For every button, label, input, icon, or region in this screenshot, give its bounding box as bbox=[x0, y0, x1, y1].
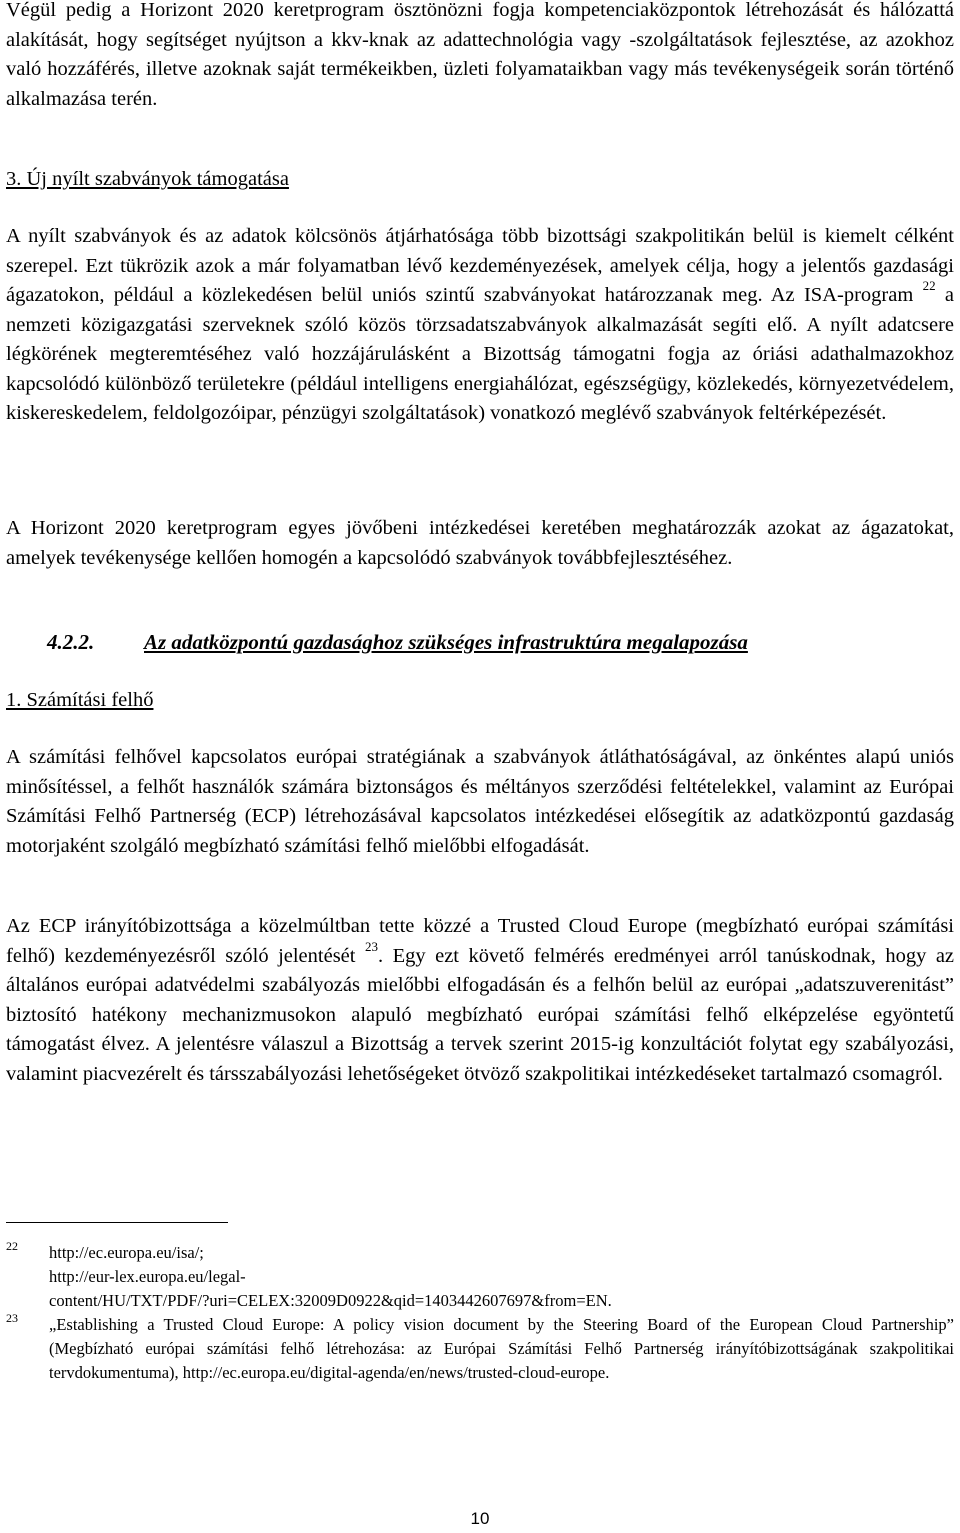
subsection-1-paragraph-2 bbox=[6, 912, 954, 1089]
section-3-paragraph-1-block bbox=[6, 222, 954, 429]
subsection-1-paragraph-2-text-a: Az ECP irányítóbizottsága a közelmúltban tette közzé a Trusted Cloud Europe (megbízható európai számítási felhő) kezdeményezésről szóló jelentését bbox=[6, 915, 954, 967]
subsection-1-paragraph-2-block bbox=[6, 912, 954, 1089]
footnote-23 bbox=[6, 1313, 954, 1385]
subsection-1-heading: 1. Számítási felhő bbox=[6, 689, 154, 711]
section-3-paragraph-1 bbox=[6, 222, 954, 429]
subsection-1-heading-block bbox=[6, 686, 954, 716]
footnote-23-text: „Establishing a Trusted Cloud Europe: A policy vision document by the Steering Board of the European Cloud Partnership” (Megbízható európai számítási felhő létrehozása: az Európai Számítási Felhő Partnerség irányítóbizottságának szakpolitikai tervdokumentuma), http://ec.europa.eu/digital-agenda/en/news/trusted-cloud-europe. bbox=[49, 1315, 954, 1382]
section-3-paragraph-1-text-a: A nyílt szabványok és az adatok kölcsönös átjárhatósága több bizottsági szakpolitikán belül is kiemelt célként szerepel. Ezt tükrözik azok a már folyamatban lévő kezdeményezések, amelyek célja, hogy a jelentős gazdasági ágazatokon, például a közlekedésen belül uniós szintű szabványokat határozzanak meg. Az ISA-program bbox=[6, 225, 954, 306]
page-number: 10 bbox=[470, 1509, 490, 1528]
footnote-22-line-1[interactable]: http://ec.europa.eu/isa/; bbox=[49, 1243, 204, 1262]
intro-paragraph-block bbox=[6, 0, 954, 114]
section-4-2-2-heading bbox=[6, 627, 954, 657]
subsection-1-paragraph-1: A számítási felhővel kapcsolatos európai stratégiának a szabványok átláthatóságával, az önkéntes alapú uniós minősítéssel, a felhőt használók számára biztonságos és méltányos szerződési feltételekkel, valamint az Európai Számítási Felhő Partnerség (ECP) létrehozásával kapcsolatos intézkedései elősegítik az adatközpontú gazdaság motorjaként szolgáló megbízható számítási felhő mielőbbi elfogadását. bbox=[6, 746, 954, 857]
footnote-23-mark: 23 bbox=[6, 1311, 18, 1325]
footnote-22 bbox=[6, 1241, 954, 1313]
section-3-paragraph-1-text-b: a nemzeti közigazgatási szerveknek szóló közös törzsadatszabványok alkalmazását segíti elő. A nyílt adatcsere légkörének megteremtéséhez való hozzájárulásként a Bizottság támogatni fogja az óriási adathalmazokhoz kapcsolódó különböző területekre (például intelligens energiahálózat, egészségügy, közlekedés, környezetvédelem, kiskereskedelem, feldolgozóipar, pénzügyi szolgáltatások) vonatkozó meglévő szabványok feltérképezését. bbox=[6, 284, 955, 424]
footnote-separator bbox=[6, 1222, 228, 1223]
section-3-paragraph-2-block bbox=[6, 514, 954, 573]
section-3-heading: 3. Új nyílt szabványok támogatása bbox=[6, 168, 289, 190]
footnote-22-mark: 22 bbox=[6, 1239, 18, 1253]
subsection-1-paragraph-2-text-b: . Egy ezt követő felmérés eredményei arról tanúskodnak, hogy az általános európai adatvédelmi szabályozás mielőbbi elfogadásán és a felhőn belül az európai „adatszuverenitást” biztosító hatékony mechanizmusokon alapuló megbízható európai számítási felhő elképzelése egyöntetű támogatást élvez. A jelentésre válaszul a Bizottság a tervek szerint 2015-ig konzultációt folytat egy szabályozási, valamint piacvezérelt és társszabályozási lehetőségeket ötvöző szakpolitikai intézkedéseket tartalmazó csomagról. bbox=[6, 944, 955, 1085]
subsection-1-paragraph-1-block bbox=[6, 743, 954, 861]
footnote-ref-22: 22 bbox=[922, 278, 936, 294]
footnote-22-line-2[interactable]: http://eur-lex.europa.eu/legal- bbox=[49, 1267, 246, 1286]
section-number: 4.2.2. bbox=[47, 630, 95, 654]
section-3-paragraph-2: A Horizont 2020 keretprogram egyes jövőbeni intézkedései keretében meghatározzák azokat az ágazatokat, amelyek tevékenysége kellően homogén a kapcsolódó szabványok továbbfejlesztéséhez. bbox=[6, 517, 954, 569]
intro-paragraph: Végül pedig a Horizont 2020 keretprogram ösztönözni fogja kompetenciaközpontok létrehozását és hálózattá alakítását, hogy segítséget nyújtson a kkv-knak az adattechnológia vagy -szolgáltatások fejlesztése, az azokhoz való hozzáférés, illetve azoknak saját termékeikben, üzleti folyamataikban vagy más tevékenységeik során történő alkalmazása terén. bbox=[6, 0, 954, 110]
footnote-ref-23: 23 bbox=[364, 938, 378, 954]
footnote-22-line-3[interactable]: content/HU/TXT/PDF/?uri=CELEX:32009D0922&qid=1403442607697&from=EN. bbox=[49, 1291, 612, 1310]
section-title: Az adatközpontú gazdasághoz szükséges infrastruktúra megalapozása bbox=[144, 630, 748, 654]
section-3-heading-block bbox=[6, 165, 954, 195]
